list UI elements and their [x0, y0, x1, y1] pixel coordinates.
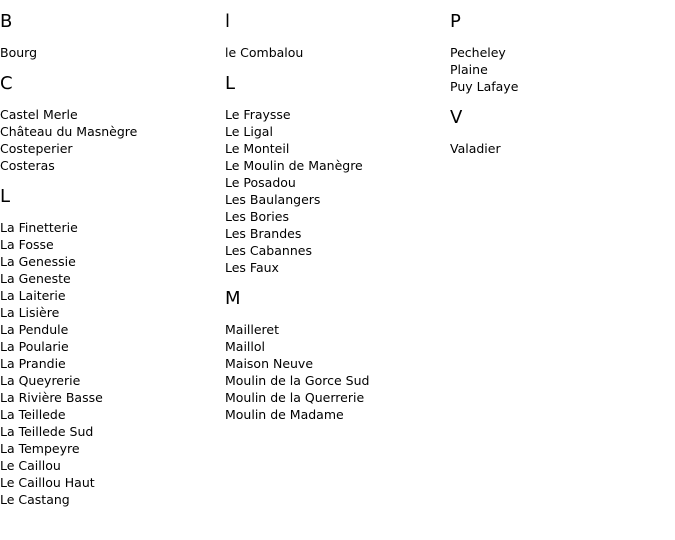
letter-group	[450, 12, 670, 95]
letter-group	[0, 12, 220, 61]
group-letter-heading: B	[0, 11, 13, 32]
place-name: Mailleret	[225, 322, 280, 337]
place-list	[450, 140, 670, 157]
letter-group	[225, 74, 445, 276]
place-name: Les Brandes	[225, 226, 302, 241]
place-name: La Lisière	[0, 305, 60, 320]
place-name: La Prandie	[0, 356, 66, 371]
place-list	[225, 44, 445, 61]
place-name: Le Castang	[0, 492, 70, 507]
place-name: Costeras	[0, 158, 55, 173]
place-name: Les Cabannes	[225, 243, 312, 258]
place-name: Puy Lafaye	[450, 79, 519, 94]
place-name: le Combalou	[225, 45, 304, 60]
place-list	[0, 44, 220, 61]
letter-group	[0, 187, 220, 508]
column-1	[0, 12, 220, 521]
place-name: Les Baulangers	[225, 192, 321, 207]
column-2	[225, 12, 445, 436]
place-name: La Rivière Basse	[0, 390, 103, 405]
place-name: Moulin de Madame	[225, 407, 344, 422]
group-letter-heading: L	[225, 73, 236, 94]
place-name: Le Posadou	[225, 175, 296, 190]
place-name: Le Caillou Haut	[0, 475, 95, 490]
place-name: Maillol	[225, 339, 265, 354]
place-name: La Geneste	[0, 271, 71, 286]
place-name: La Genessie	[0, 254, 76, 269]
place-name: Costeperier	[0, 141, 73, 156]
place-name: Les Faux	[225, 260, 279, 275]
place-name: La Laiterie	[0, 288, 66, 303]
place-name: La Finetterie	[0, 220, 78, 235]
place-name: Moulin de la Gorce Sud	[225, 373, 370, 388]
place-name: Plaine	[450, 62, 488, 77]
place-name: La Poularie	[0, 339, 69, 354]
place-list	[0, 106, 220, 174]
place-list	[225, 321, 445, 423]
place-name: Les Bories	[225, 209, 289, 224]
place-name: Valadier	[450, 141, 501, 156]
group-letter-heading: V	[450, 107, 463, 128]
group-letter-heading: M	[225, 288, 241, 309]
place-list	[0, 219, 220, 508]
group-letter-heading: C	[0, 73, 13, 94]
place-name: Le Caillou	[0, 458, 61, 473]
place-name: Moulin de la Querrerie	[225, 390, 365, 405]
place-name: Le Monteil	[225, 141, 290, 156]
place-name: Château du Masnègre	[0, 124, 138, 139]
place-name: La Teillede Sud	[0, 424, 94, 439]
place-name: La Pendule	[0, 322, 69, 337]
place-name: Bourg	[0, 45, 37, 60]
place-name: La Teillede	[0, 407, 66, 422]
group-letter-heading: l	[225, 11, 231, 32]
letter-group	[0, 74, 220, 174]
place-name: Le Ligal	[225, 124, 273, 139]
place-name: La Fosse	[0, 237, 54, 252]
place-name: Maison Neuve	[225, 356, 314, 371]
letter-group	[225, 289, 445, 423]
letter-group	[225, 12, 445, 61]
letter-group	[450, 108, 670, 157]
place-name: Le Fraysse	[225, 107, 291, 122]
place-name: La Queyrerie	[0, 373, 81, 388]
place-list	[225, 106, 445, 276]
place-name: Le Moulin de Manègre	[225, 158, 363, 173]
place-list	[450, 44, 670, 95]
place-name: La Tempeyre	[0, 441, 80, 456]
group-letter-heading: L	[0, 186, 11, 207]
group-letter-heading: P	[450, 11, 461, 32]
place-name: Castel Merle	[0, 107, 78, 122]
column-3	[450, 12, 670, 170]
place-name: Pecheley	[450, 45, 506, 60]
